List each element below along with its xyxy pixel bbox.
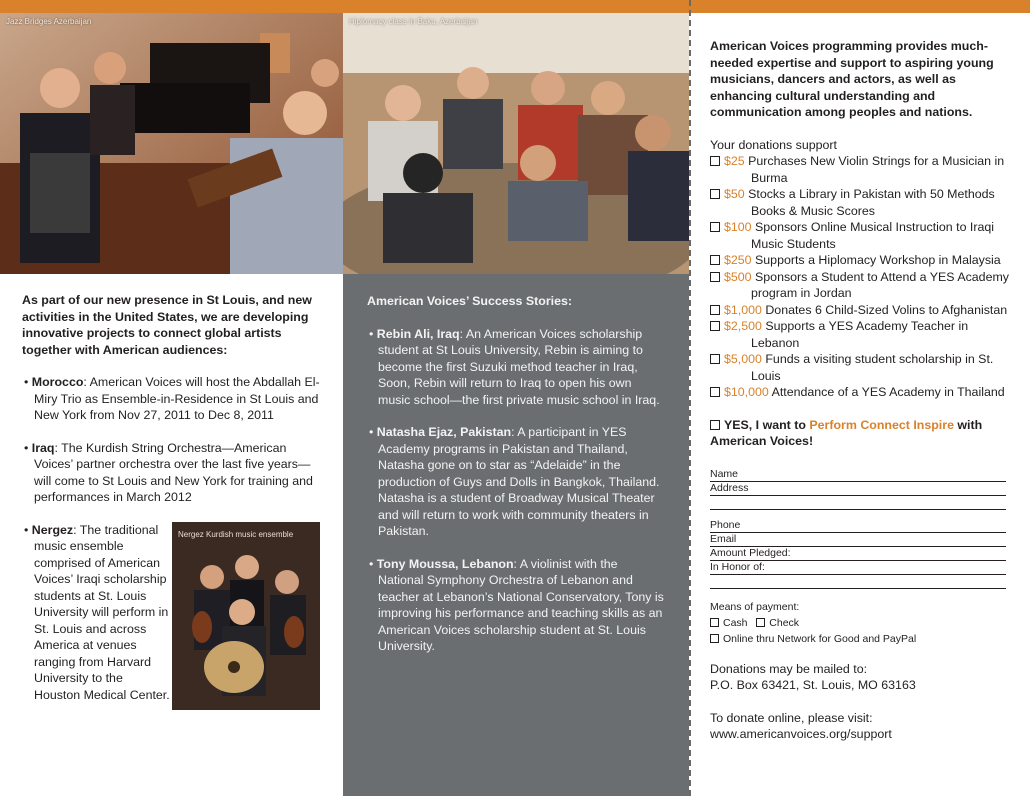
donation-text: Sponsors a Student to Attend a YES Academy program in Jordan [751,269,1009,300]
donation-amount: $500 [724,269,752,284]
amount-pledged-field[interactable] [710,547,1006,561]
cash-checkbox[interactable] [710,618,719,627]
cash-label: Cash [723,616,748,629]
nergez-ensemble-photo [172,522,320,710]
checkbox-icon[interactable] [710,222,720,232]
story-name: Natasha Ejaz, Pakistan [376,425,512,439]
right-intro: American Voices programming provides much-needed expertise and support to aspiring young musicians, dancers and actors, as well as enhancing cultural understanding and communication among peoples and nations. [710,39,994,119]
checkbox-icon[interactable] [710,305,720,315]
checkbox-icon[interactable] [710,387,720,397]
donation-text: Supports a YES Academy Teacher in Lebanon [751,319,969,350]
online-label: Online thru Network for Good and PayPal [723,632,917,645]
bullet-title: Nergez [31,522,74,537]
yes-highlight: Perform Connect Inspire [809,417,954,432]
story-item: • Natasha Ejaz, Pakistan: A participant in YES Academy programs in Pakistan and Thailand, Natasha gone on to star as “Adelaide” in the production of Guys and Dolls in Bangkok, Thailand. Natasha is a student of Broadway Musical Theater and will return to work with community theaters in Pakistan. [369,425,660,538]
donation-option[interactable] [710,351,1010,384]
payment-online-option [710,631,1010,647]
email-field[interactable] [710,533,1006,547]
check-label: Check [769,616,800,629]
yes-pledge[interactable] [710,417,1010,450]
honor-line-2[interactable] [710,575,1006,589]
fold-line [689,0,691,796]
donation-option[interactable] [710,269,1010,302]
mail-address: P.O. Box 63421, St. Louis, MO 63163 [710,678,916,692]
bullet-text: : The Kurdish String Orchestra—American Voices’ partner orchestra over the last five years— will come to St Louis and New York for training and performances in March 2012 [34,440,313,504]
donations-heading: Your donations support [710,137,837,152]
donation-amount: $10,000 [724,385,769,399]
donation-text: Sponsors Online Musical Instruction to Iraqi Music Students [751,220,995,251]
check-checkbox[interactable] [756,618,765,627]
donation-amount: $2,500 [724,319,762,333]
payment-options [710,615,1010,631]
checkbox-icon[interactable] [710,189,720,199]
name-field[interactable] [710,468,1006,482]
bullet-title: Iraq [31,440,55,455]
jazz-photo-illustration [0,13,343,274]
checkbox-icon[interactable] [710,272,720,282]
donation-text: Supports a Hiplomacy Workshop in Malaysia [755,253,1001,267]
photo-caption: Jazz Bridges Azerbaijan [6,17,92,26]
hiplomacy-class-photo [343,13,689,274]
bullet-nergez: • Nergez: The traditional music ensemble comprised of American Voices’ Iraqi scholarship students at St. Louis University will perform in St. Louis and across America at venues ranging from Harvard University to the Houston Medical Center. [24,522,170,702]
checkbox-icon[interactable] [710,321,720,331]
story-text: : A violinist with the National Symphony Orchestra of Lebanon and teacher at Lebanon’s National Conservatory, Tony is improving his performance and teaching skills as an American Voices scholarship student at St. Louis University. [378,556,664,653]
donation-option[interactable] [710,186,1010,219]
story-name: Rebin Ali, Iraq [376,326,460,341]
jazz-bridges-photo [0,13,343,274]
email-label: Email [710,532,737,545]
bullet-iraq: • Iraq: The Kurdish String Orchestra—American Voices’ partner orchestra over the last five years— will come to St Louis and New York for training and performances in March 2012 [24,440,313,504]
left-intro: As part of our new presence in St Louis, and new activities in the United States, we are developing innovative projects to connect global artists together with American audiences: [22,293,312,357]
bullet-text: : American Voices will host the Abdallah El-Miry Trio as Ensemble-in-Residence in St Louis and New York from Nov 27, 2011 to Dec 8, 2011 [34,375,320,422]
photo-caption: Hiplomacy class in Baku, Azerbaijan [349,17,478,26]
donation-text: Funds a visiting student scholarship in St. Louis [751,352,994,383]
checkbox-icon[interactable] [710,354,720,364]
donation-text: Attendance of a YES Academy in Thailand [771,385,1005,399]
story-text: : A participant in YES Academy programs in Pakistan and Thailand, Natasha gone on to star as “Adelaide” in the production of Guys and Dolls in Bangkok, Thailand. Natasha is a student of Broadway Musical Theater and will return to work with community theaters in Pakistan. [378,425,660,538]
online-heading: To donate online, please visit: [710,710,873,725]
donation-option[interactable] [710,302,1010,319]
address-line-2[interactable] [710,496,1006,510]
donation-text: Purchases New Violin Strings for a Musician in Burma [748,154,1005,185]
donation-text: Donates 6 Child-Sized Volins to Afghanistan [765,302,1008,317]
left-column [22,292,322,703]
donation-option[interactable] [710,219,1010,252]
honor-label: In Honor of: [710,560,765,573]
address-field[interactable] [710,482,1006,496]
donation-column [710,38,1010,743]
online-checkbox[interactable] [710,634,719,643]
checkbox-icon[interactable] [710,156,720,166]
phone-field[interactable] [710,519,1006,533]
online-url[interactable]: www.americanvoices.org/support [710,727,892,741]
donation-amount: $25 [724,154,745,168]
top-accent-bar [0,0,1030,13]
payment-heading: Means of payment: [710,600,800,613]
donation-option[interactable] [710,153,1010,186]
in-honor-of-field[interactable] [710,561,1006,575]
donation-option[interactable] [710,252,1010,269]
success-stories-title: American Voices’ Success Stories: [367,294,573,308]
checkbox-icon[interactable] [710,255,720,265]
address-label: Address [710,481,749,494]
success-stories-panel [343,274,689,796]
bullet-title: Morocco [31,375,84,389]
phone-label: Phone [710,518,741,531]
story-item: • Tony Moussa, Lebanon: A violinist with the National Symphony Orchestra of Lebanon and teacher at Lebanon’s National Conservatory, Tony is improving his performance and teaching skills as an American Voices scholarship student at St. Louis University. [369,556,664,653]
story-item: • Rebin Ali, Iraq: An American Voices scholarship student at St Louis University, Rebin is aiming to become the first Suzuki method teacher in Iraq, Soon, Rebin will return to Iraq to open his own music school—the first private music school in Iraq. [369,326,660,407]
donation-amount: $1,000 [724,302,762,317]
donation-amount: $50 [724,187,745,201]
donation-options [710,153,1010,401]
yes-prefix: YES, I want to [724,417,810,432]
name-label: Name [710,467,739,480]
yes-suffix: with American Voices! [710,417,983,448]
story-name: Tony Moussa, Lebanon [376,556,514,571]
donation-amount: $250 [724,253,752,267]
ensemble-photo-illustration [172,522,320,710]
bullet-morocco: • Morocco: American Voices will host the Abdallah El-Miry Trio as Ensemble-in-Residence in St Louis and New York from Nov 27, 2011 to Dec 8, 2011 [24,375,320,422]
mail-heading: Donations may be mailed to: [710,661,868,676]
story-text: : An American Voices scholarship student at St Louis University, Rebin is aiming to become the first Suzuki method teacher in Iraq, Soon, Rebin will return to Iraq to open his own music school—the first private music school in Iraq. [378,326,660,407]
donation-text: Stocks a Library in Pakistan with 50 Methods Books & Music Scores [748,187,995,218]
checkbox-icon[interactable] [710,420,720,430]
donation-amount: $5,000 [724,352,762,366]
class-photo-illustration [343,13,689,274]
donation-amount: $100 [724,220,752,234]
photo-caption: Nergez Kurdish music ensemble [178,530,294,539]
bullet-text: : The traditional music ensemble comprised of American Voices’ Iraqi scholarship students at St. Louis University will perform in St. Louis and across America at venues ranging from Harvard University to the Houston Medical Center. [34,522,170,702]
amount-label: Amount Pledged: [710,546,791,559]
donation-option[interactable] [710,318,1010,351]
donation-option[interactable] [710,384,1010,401]
